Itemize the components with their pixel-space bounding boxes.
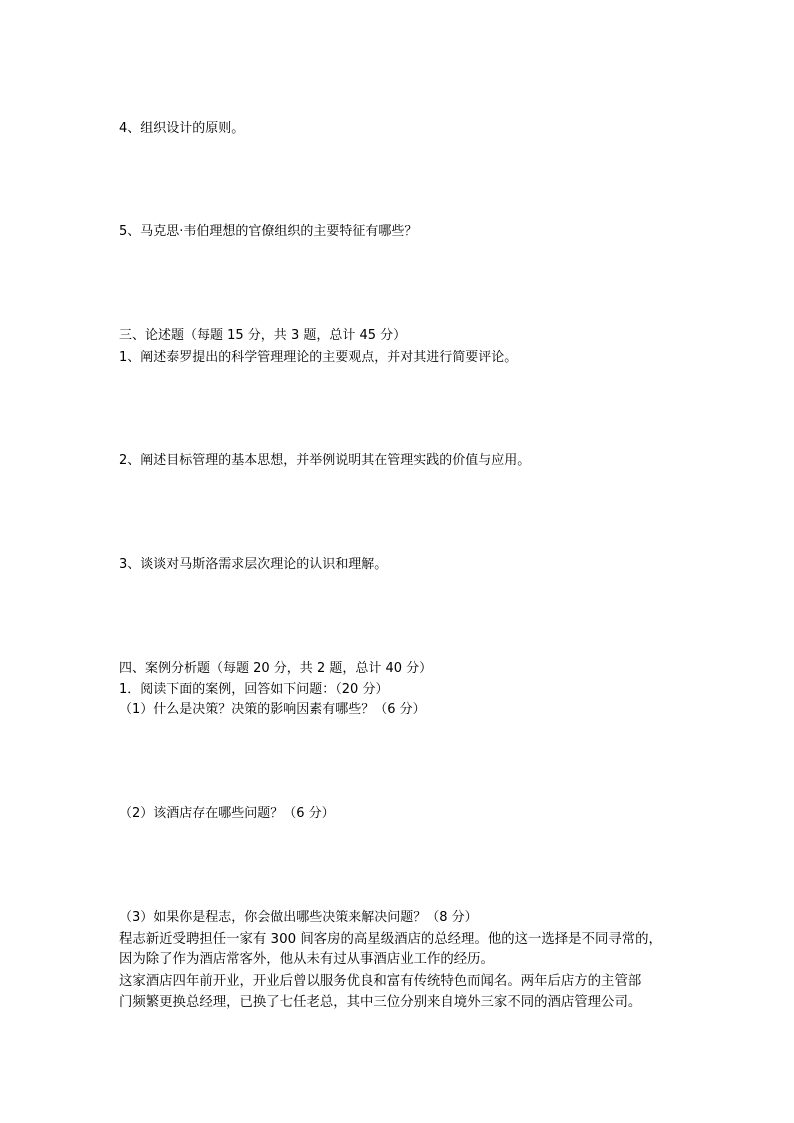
case-text-line: 门频繁更换总经理，已换了七任老总，其中三位分别来自境外三家不同的酒店管理公司。 [119,995,642,1010]
case-1-intro: 1．阅读下面的案例，回答如下问题：（20 分） [119,682,389,697]
essay-question-2: 2、阐述目标管理的基本思想，并举例说明其在管理实践的价值与应用。 [119,453,531,468]
case-question-2: （2）该酒店存在哪些问题？（6 分） [119,806,335,821]
case-text-line: 程志新近受聘担任一家有 300 间客房的高星级酒店的总经理。他的这一选择是不同寻常的， [119,932,662,947]
section-4-heading: 四、案例分析题（每题 20 分，共 2 题，总计 40 分） [119,661,433,676]
essay-question-3: 3、谈谈对马斯洛需求层次理论的认识和理解。 [119,557,388,572]
question-5: 5、马克思·韦伯理想的官僚组织的主要特征有哪些？ [119,224,418,239]
essay-question-1: 1、阐述泰罗提出的科学管理理论的主要观点，并对其进行简要评论。 [119,350,518,365]
case-text-line: 这家酒店四年前开业，开业后曾以服务优良和富有传统特色而闻名。两年后店方的主管部 [119,974,642,989]
section-3-heading: 三、论述题（每题 15 分，共 3 题，总计 45 分） [119,328,407,343]
case-question-1: （1）什么是决策？决策的影响因素有哪些？（6 分） [119,702,426,717]
case-question-3: （3）如果你是程志，你会做出哪些决策来解决问题？（8 分） [119,910,478,925]
case-text-line: 因为除了作为酒店常客外，他从未有过从事酒店业工作的经历。 [119,952,494,967]
question-4: 4、组织设计的原则。 [119,121,245,136]
